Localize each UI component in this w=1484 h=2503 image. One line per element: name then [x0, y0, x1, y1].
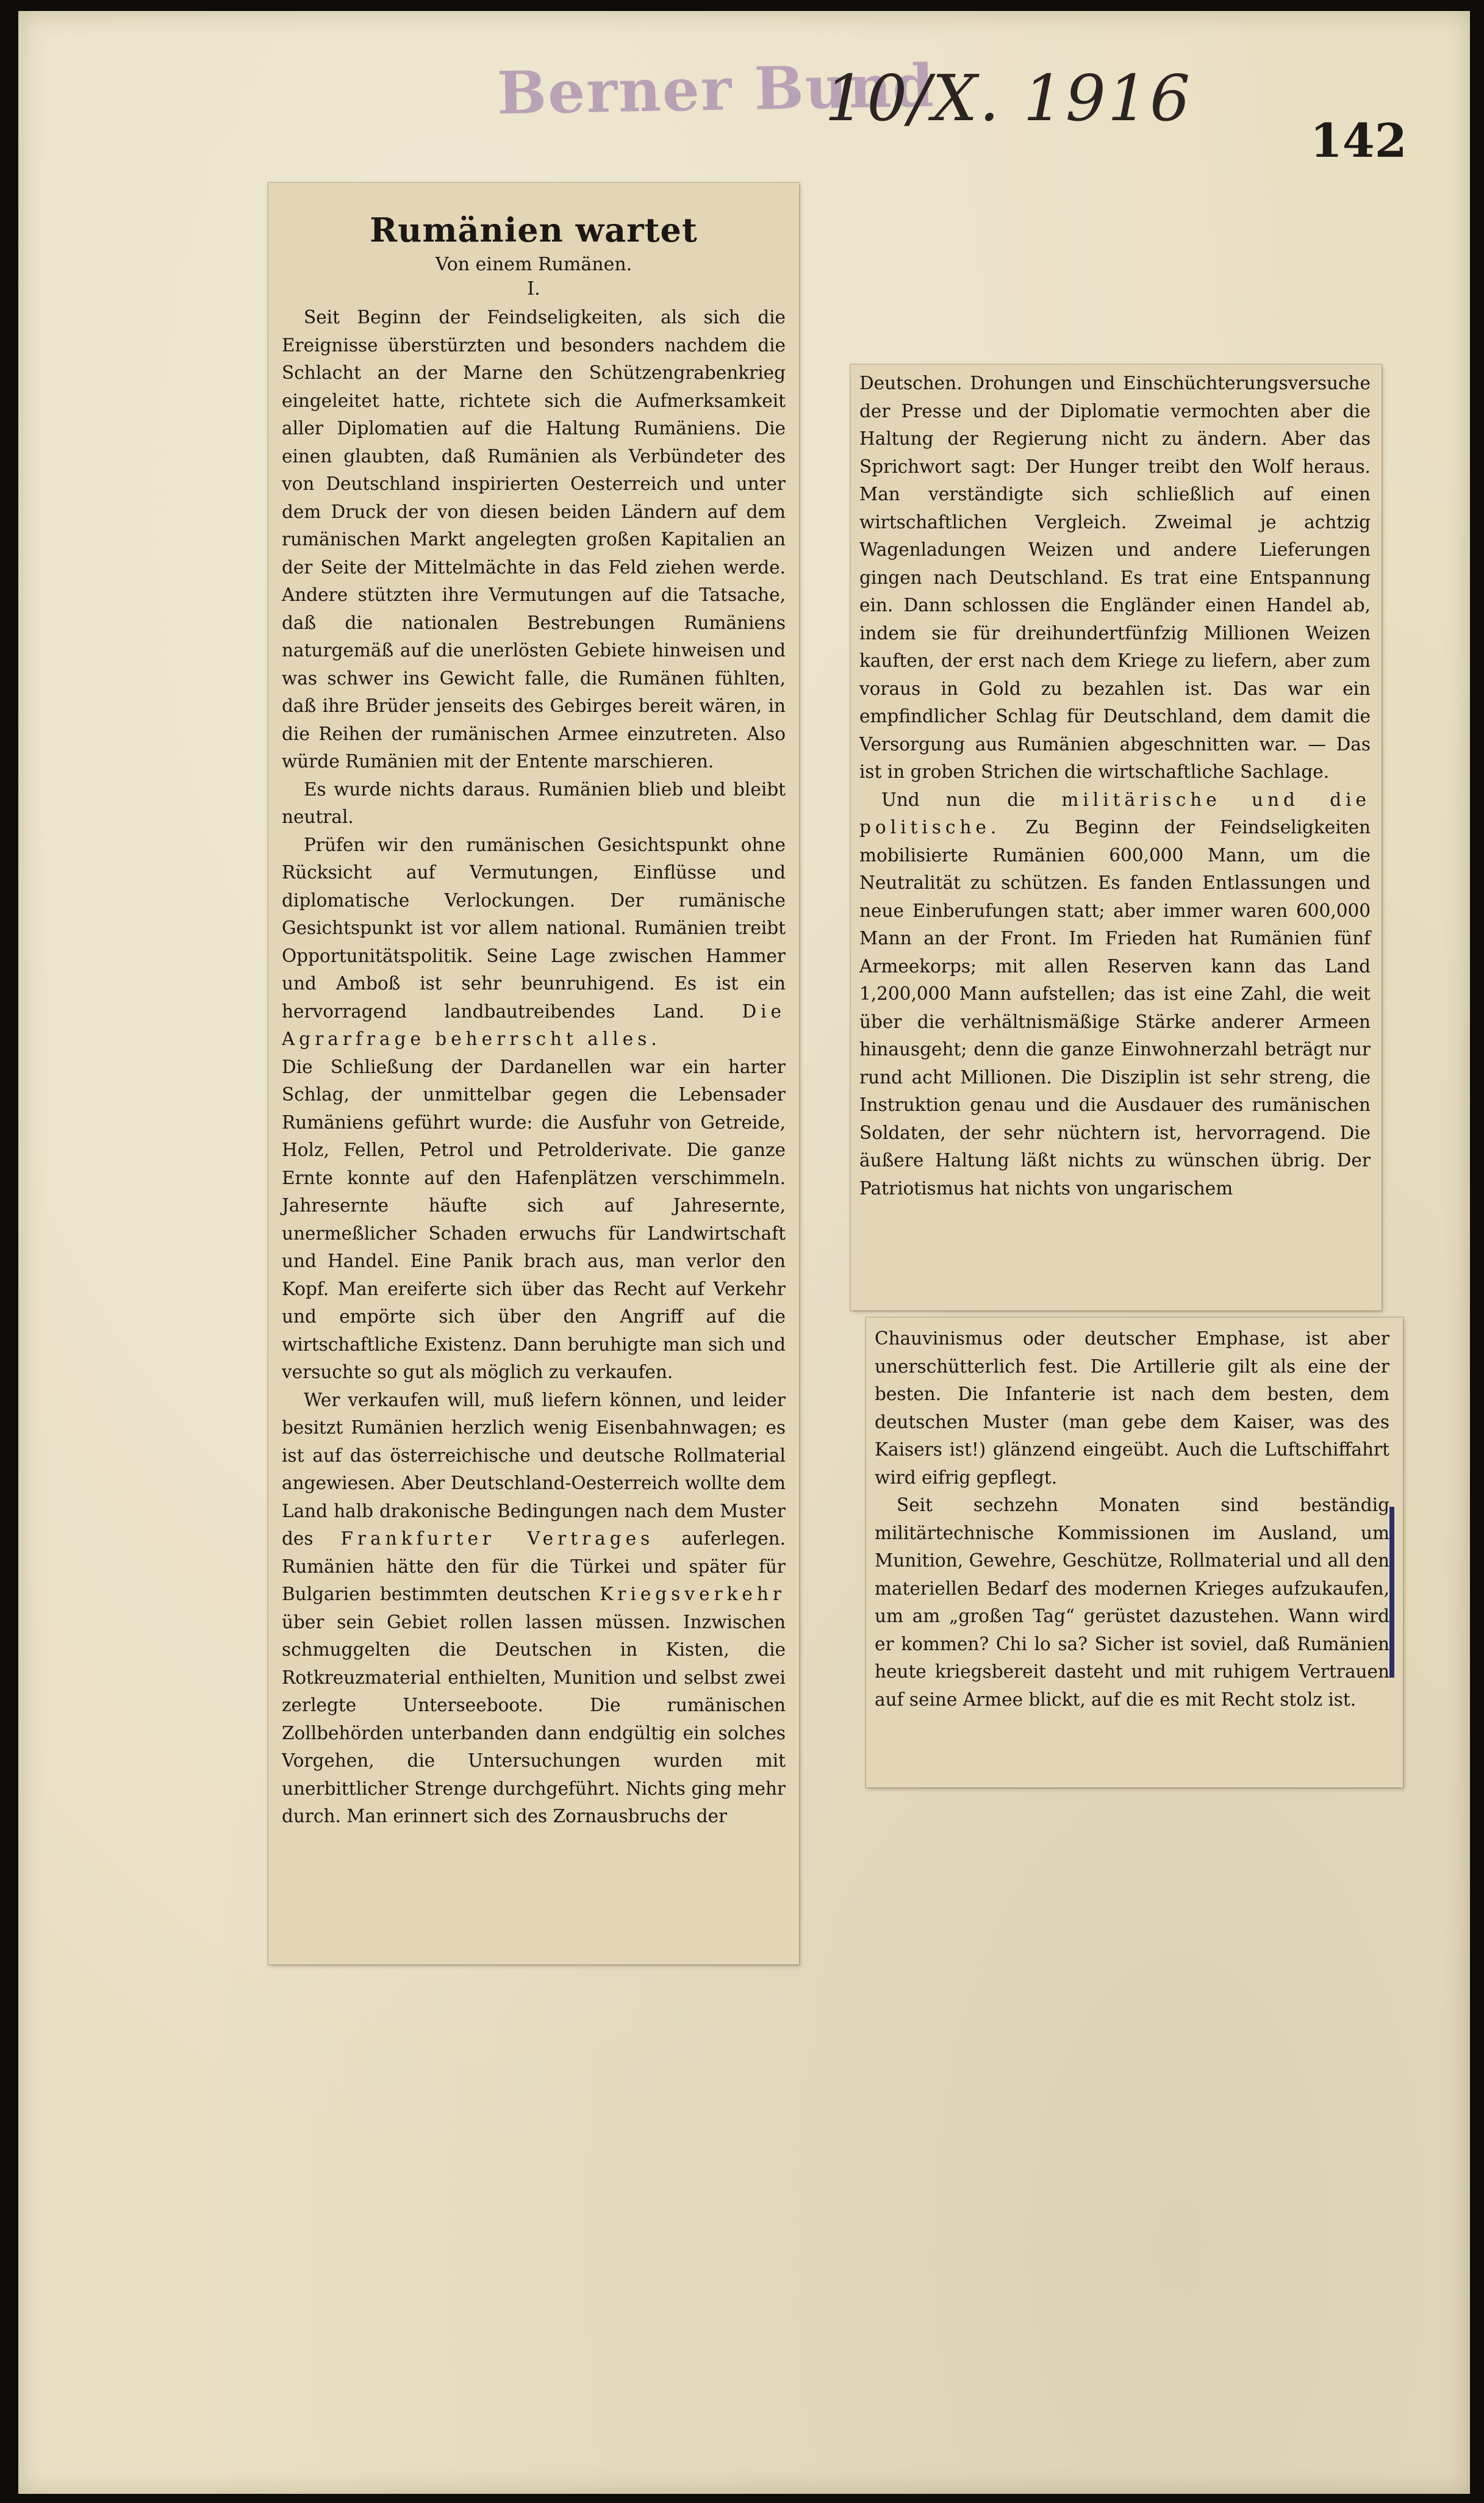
paragraph — [859, 786, 1371, 1203]
paragraph: Es wurde nichts daraus. Rumänien blieb und bleibt neutral. — [282, 778, 786, 827]
spaced-emphasis: militärische und die politische. — [859, 789, 1371, 838]
article-title: Rumänien wartet — [370, 210, 698, 250]
clipping-column-1 — [268, 183, 799, 1964]
paragraph: Seit sechzehn Monaten sind beständig militärtechnische Kommissionen im Ausland, um Munition, Gewehre, Geschütze, Rollmaterial und all den materiellen Bedarf des modernen Krieges aufzukaufen, um am „großen Tag“ gerüstet dazustehen. Wann wird er kommen? Chi lo sa? Sicher ist soviel, daß Rumänien heute kriegsbereit dasteht und mit ruhigem Vertrauen auf seine Armee blickt, auf die es mit Recht stolz ist. — [875, 1495, 1389, 1710]
text-run: Zu Beginn der Feindseligkeiten mobilisierte Rumänien 600,000 Mann, um die Neutralität zu schützen. Es fanden Entlassungen und neue Einberufungen statt; aber immer waren 600,000 Mann an der Front. Im Frieden hat Rumänien fünf Armeekorps; mit allen Reserven kann das Land 1,200,000 Mann aufstellen; das ist eine Zahl, die weit über die verhältnismäßige Stärke anderer Armeen hinausgeht; denn die ganze Einwohnerzahl beträgt nur rund acht Millionen. Die Disziplin ist sehr streng, die Instruktion genau und die Ausdauer des rumänischen Soldaten, der sehr nüchtern ist, hervorragend. Die äußere Haltung läßt nichts zu wünschen übrig. Der Patriotismus hat nichts von ungarischem — [859, 817, 1371, 1199]
text-run: Prüfen wir den rumänischen Gesichtspunkt ohne Rücksicht auf Vermutungen, Einflüsse und diplomatische Verlockungen. Der rumänische Gesichtspunkt ist vor allem national. Rumänien treibt Opportunitätspolitik. Seine Lage zwischen Hammer und Amboß ist sehr beunruhigend. Es ist ein hervorragend landbautreibendes Land. — [282, 834, 786, 1022]
handwritten-date: 10/X. 1916 — [825, 61, 1192, 135]
text-run: Wer verkaufen will, muß liefern können, und leider besitzt Rumänien herzlich wenig Eisenbahnwagen; es ist auf das österreichische und deutsche Rollmaterial angewiesen. Aber Deutschland-Oesterreich wollte dem Land halb drakonische Bedingungen nach dem Muster des — [282, 1389, 786, 1549]
page-number: 142 — [1310, 113, 1407, 168]
article-byline: Von einem Rumänen. — [435, 254, 633, 275]
clipping-column-2 — [851, 365, 1382, 1310]
text-run: auferlegen. Rumänien hätte den für die Türkei und später für Bulgarien bestimmten deutschen — [282, 1528, 786, 1604]
paragraph — [282, 831, 786, 1054]
paragraph: Die Schließung der Dardanellen war ein harter Schlag, der unmittelbar gegen die Lebensader Rumäniens geführt wurde: die Ausfuhr von Getreide, Holz, Fellen, Petrol und Petrolderivate. Die ganze Ernte konnte auf den Hafenplätzen verschimmeln. Jahresernte häufte sich auf Jahresernte, unermeßlicher Schaden erwuchs für Landwirtschaft und Handel. Eine Panik brach aus, man verlor den Kopf. Man ereiferte sich über das Recht auf Verkehr und empörte sich über den Angriff auf die wirtschaftliche Existenz. Dann beruhigte man sich und versuchte so gut als möglich zu verkaufen. — [282, 1056, 786, 1382]
spaced-emphasis: Frankfurter Vertrages — [340, 1528, 654, 1549]
newspaper-stamp: Berner Bund — [496, 51, 936, 128]
paragraph: Chauvinismus oder deutscher Emphase, ist aber unerschütterlich fest. Die Artillerie gilt als eine der besten. Die Infanterie ist nach dem besten, dem deutschen Muster (man gebe dem Kaiser, was des Kaisers ist!) glänzend eingeübt. Auch die Luftschiffahrt wird eifrig gepflegt. — [875, 1328, 1389, 1488]
clipping-column-3 — [866, 1318, 1403, 1787]
spaced-emphasis: Die Agrarfrage beherrscht alles. — [282, 1000, 786, 1049]
paragraph: Seit Beginn der Feindseligkeiten, als sich die Ereignisse überstürzten und besonders nachdem die Schlacht an der Marne den Schützengrabenkrieg eingeleitet hatte, richtete sich die Aufmerksamkeit aller Diplomatien auf die Haltung Rumäniens. Die einen glaubten, daß Rumänien als Verbündeter des von Deutschland inspirierten Oesterreich und unter dem Druck der von diesen beiden Ländern auf dem rumänischen Markt angelegten großen Kapitalien an der Seite der Mittelmächte in das Feld ziehen werde. Andere stützten ihre Vermutungen auf die Tatsache, daß die nationalen Bestrebungen Rumäniens naturgemäß auf die unerlösten Gebiete hinweisen und was schwer ins Gewicht falle, die Rumänen fühlten, daß ihre Brüder jenseits des Gebirges bereit wären, in die Reihen der rumänischen Armee einzutreten. Also würde Rumänien mit der Entente marschieren. — [282, 307, 786, 772]
text-run: über sein Gebiet rollen lassen müssen. Inzwischen schmuggelten die Deutschen in Kisten, die Rotkreuzmaterial enthielten, Munition und selbst zwei zerlegte Unterseeboote. Die rumänischen Zollbehörden unterbanden dann endgültig ein solches Vorgehen, die Untersuchungen wurden mit unerbittlicher Strenge durchgeführt. Nichts ging mehr durch. Man erinnert sich des Zornausbruchs der — [282, 1611, 786, 1826]
spaced-emphasis: Kriegsverkehr — [600, 1584, 786, 1604]
paragraph — [282, 1387, 786, 1831]
section-number: I. — [527, 278, 540, 300]
paragraph: Deutschen. Drohungen und Einschüchterungsversuche der Presse und der Diplomatie vermochten aber die Haltung der Regierung nicht zu ändern. Aber das Sprichwort sagt: Der Hunger treibt den Wolf heraus. Man verständigte sich schließlich auf einen wirtschaftlichen Vergleich. Zweimal je achtzig Wagenladungen Weizen und andere Lieferungen gingen nach Deutschland. Es trat eine Entspannung ein. Dann schlossen die Engländer einen Handel ab, indem sie für dreihundertfünfzig Millionen Weizen kauften, der erst nach dem Kriege zu liefern, aber zum voraus in Gold zu bezahlen ist. Das war ein empfindlicher Schlag für Deutschland, dem damit die Versorgung aus Rumänien abgeschnitten war. — Das ist in groben Strichen die wirtschaftliche Sachlage. — [859, 373, 1371, 782]
text-run: Und nun die — [881, 789, 1036, 810]
ink-margin-mark — [1389, 1507, 1394, 1678]
